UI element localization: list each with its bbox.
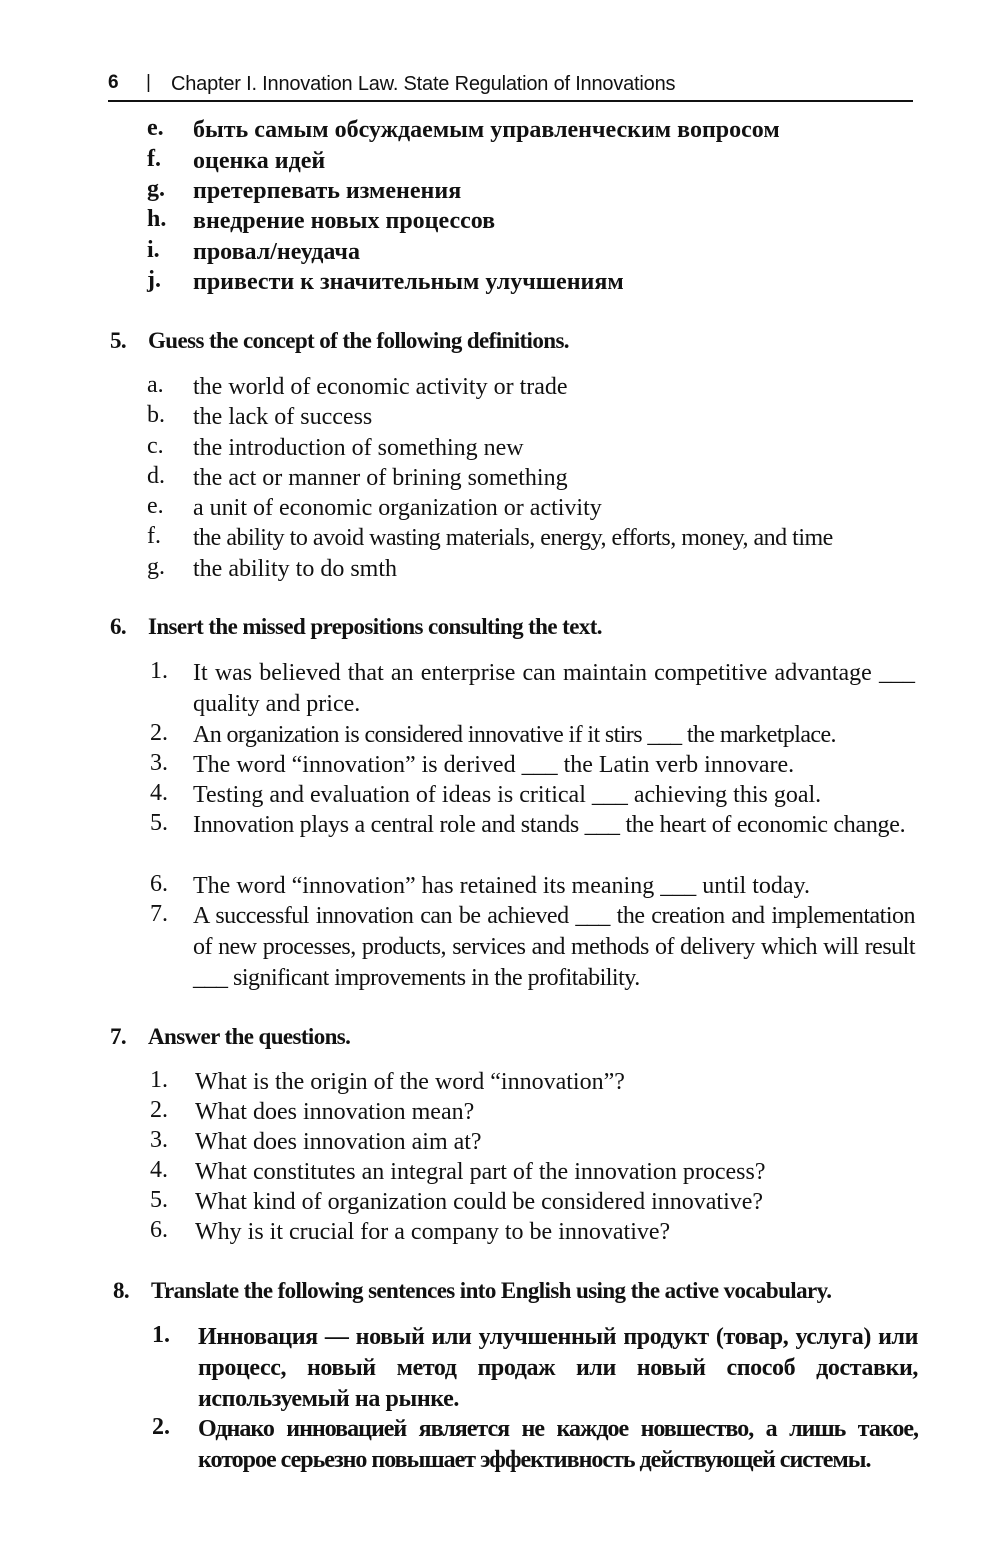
section8-heading: 8. Translate the following sentences into English using the active vocabulary. — [113, 1278, 832, 1303]
header-separator: | — [146, 72, 151, 93]
section7-heading: 7. Answer the questions. — [110, 1024, 351, 1049]
page-number: 6 — [108, 72, 119, 93]
section6-heading: 6. Insert the missed prepositions consulting the text. — [110, 614, 602, 639]
section5-heading: 5. Guess the concept of the following definitions. — [110, 328, 569, 353]
chapter-title: Chapter I. Innovation Law. State Regulation of Innovations — [171, 73, 676, 95]
running-header — [108, 70, 913, 102]
